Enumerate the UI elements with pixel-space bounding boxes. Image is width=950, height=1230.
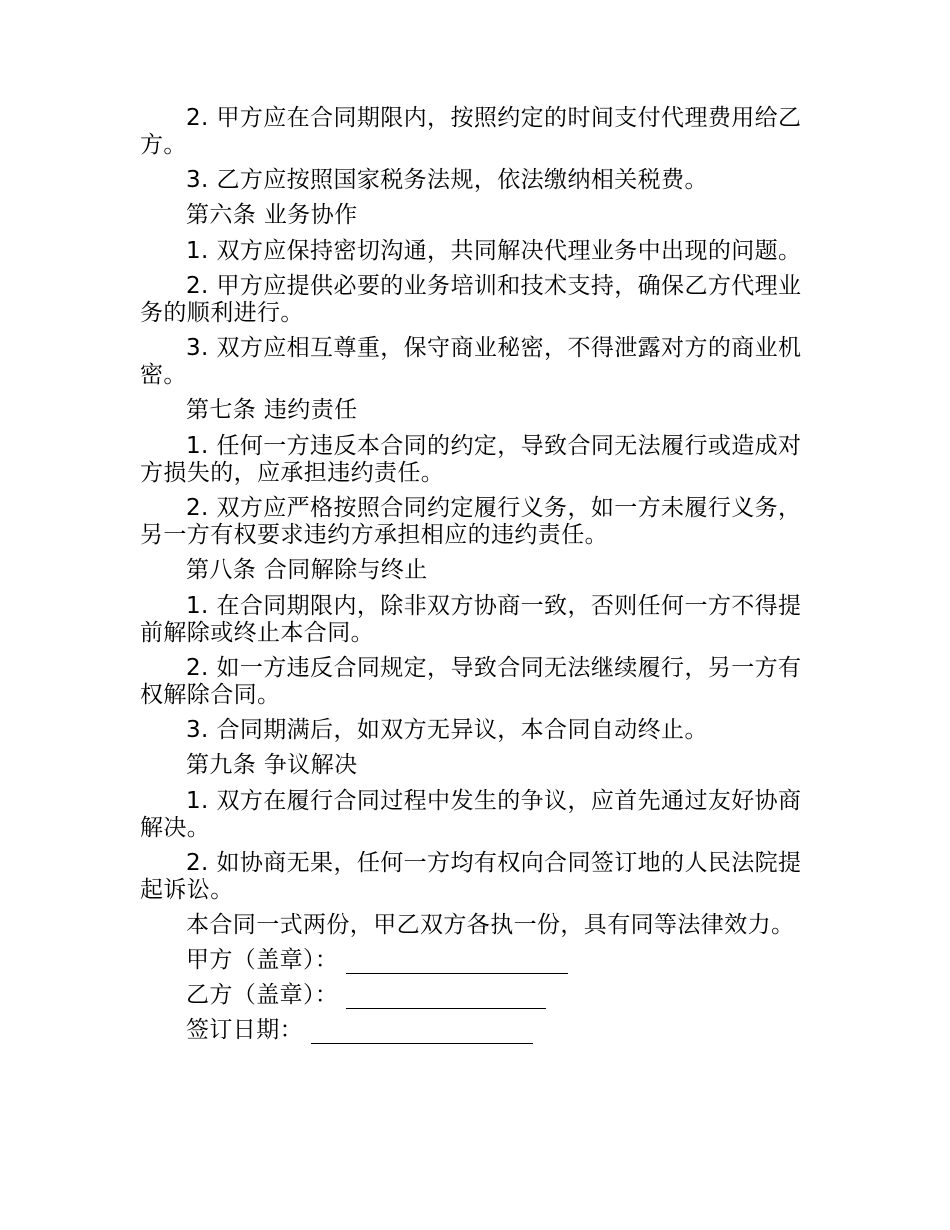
sign-date-line xyxy=(140,1017,812,1044)
party-b-signature-blank xyxy=(346,986,546,1009)
clause-5-3: 3. 乙方应按照国家税务法规，依法缴纳相关税费。 xyxy=(186,167,708,193)
clause-8-3: 3. 合同期满后，如双方无异议，本合同自动终止。 xyxy=(186,717,708,743)
clause-6-2: 2. 甲方应提供必要的业务培训和技术支持，确保乙方代理业务的顺利进行。 xyxy=(140,273,802,326)
sign-date-label: 签订日期： xyxy=(186,1017,303,1043)
sign-date-blank xyxy=(311,1021,533,1044)
article-6-heading: 第六条 业务协作 xyxy=(186,202,358,228)
copies-statement: 本合同一式两份，甲乙双方各执一份，具有同等法律效力。 xyxy=(186,912,795,938)
clause-8-1: 1. 在合同期限内，除非双方协商一致，否则任何一方不得提前解除或终止本合同。 xyxy=(140,593,802,646)
clause-6-1: 1. 双方应保持密切沟通，共同解决代理业务中出现的问题。 xyxy=(186,238,802,264)
party-b-label: 乙方（盖章）： xyxy=(186,982,339,1008)
clause-5-2: 2. 甲方应在合同期限内，按照约定的时间支付代理费用给乙方。 xyxy=(140,105,802,158)
clause-9-1: 1. 双方在履行合同过程中发生的争议，应首先通过友好协商解决。 xyxy=(140,788,802,841)
party-a-signature-line xyxy=(140,947,812,974)
clause-6-3: 3. 双方应相互尊重，保守商业秘密，不得泄露对方的商业机密。 xyxy=(140,335,802,388)
article-9-heading: 第九条 争议解决 xyxy=(186,752,358,778)
article-7-heading: 第七条 违约责任 xyxy=(186,397,358,423)
clause-8-2: 2. 如一方违反合同规定，导致合同无法继续履行，另一方有权解除合同。 xyxy=(140,655,802,708)
clause-7-1: 1. 任何一方违反本合同的约定，导致合同无法履行或造成对方损失的，应承担违约责任。 xyxy=(140,433,802,486)
article-8-heading: 第八条 合同解除与终止 xyxy=(186,557,428,583)
party-a-signature-blank xyxy=(346,951,568,974)
party-a-label: 甲方（盖章）： xyxy=(186,947,339,973)
party-b-signature-line xyxy=(140,982,812,1009)
document-body xyxy=(140,105,812,1052)
clause-7-2: 2. 双方应严格按照合同约定履行义务，如一方未履行义务，另一方有权要求违约方承担相应的违约责任。 xyxy=(140,495,802,548)
clause-9-2: 2. 如协商无果，任何一方均有权向合同签订地的人民法院提起诉讼。 xyxy=(140,850,802,903)
